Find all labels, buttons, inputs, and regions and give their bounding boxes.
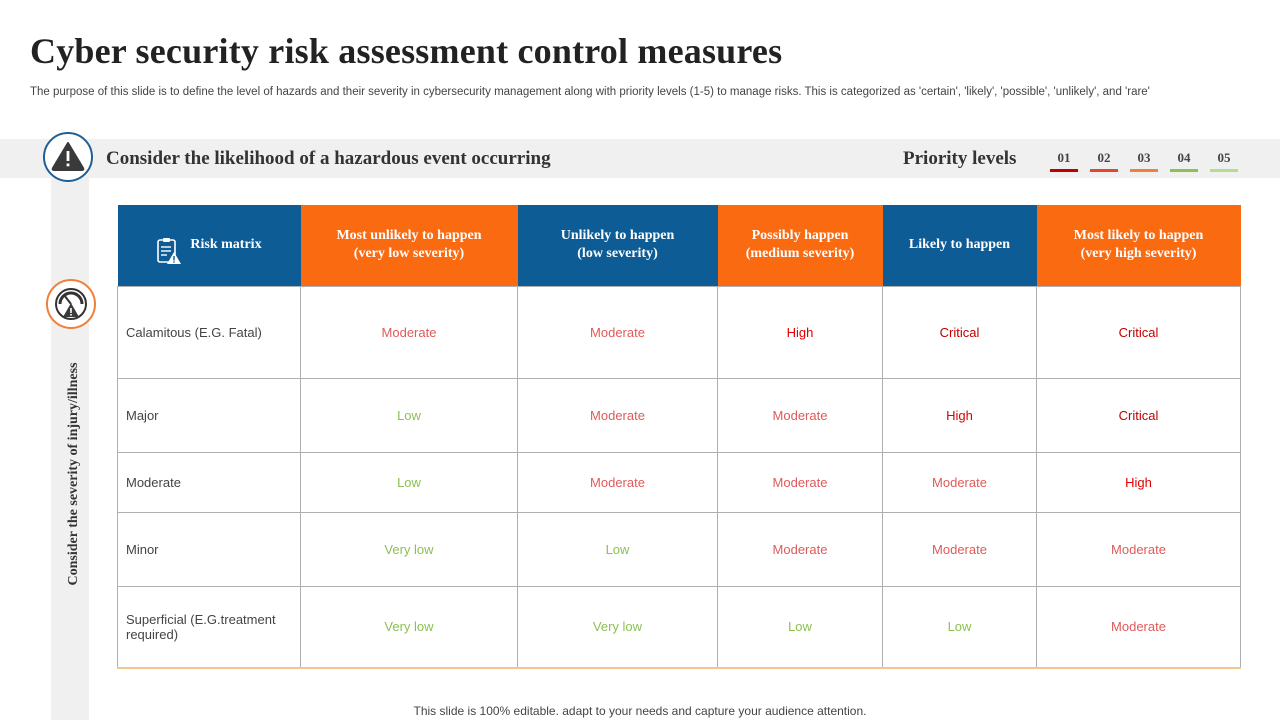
risk-cell: Low: [518, 512, 718, 586]
row-label: Major: [118, 378, 301, 452]
priority-level-03: 03: [1130, 150, 1158, 172]
risk-cell: Moderate: [718, 452, 883, 512]
risk-matrix-header: [118, 205, 301, 286]
column-header-line1: Possibly happen: [751, 228, 849, 244]
row-label: Moderate: [118, 452, 301, 512]
risk-cell: Moderate: [518, 452, 718, 512]
likelihood-label: Consider the likelihood of a hazardous event occurring: [106, 148, 551, 169]
clipboard-warning-icon: [156, 237, 182, 265]
risk-cell: High: [883, 378, 1037, 452]
column-header-unlikely: [518, 205, 718, 286]
column-header-line2: (low severity): [577, 246, 658, 262]
priority-level-01: 01: [1050, 150, 1078, 172]
risk-cell: Moderate: [1037, 512, 1241, 586]
column-header-line2: (very low severity): [353, 246, 465, 262]
footer-note: This slide is 100% editable. adapt to your needs and capture your audience attention.: [413, 704, 867, 718]
risk-cell: Moderate: [301, 286, 518, 378]
column-header-line1: Unlikely to happen: [560, 228, 675, 244]
risk-matrix-table: [117, 205, 1241, 669]
risk-cell: Moderate: [518, 286, 718, 378]
column-header-line1: Most likely to happen: [1073, 228, 1204, 244]
table-row: [118, 452, 1241, 512]
risk-cell: Very low: [301, 586, 518, 668]
priority-levels-label: Priority levels: [903, 148, 1017, 169]
table-row: [118, 512, 1241, 586]
column-header-line1: Likely to happen: [908, 237, 1011, 253]
table-row: [118, 286, 1241, 378]
severity-label: Consider the severity of injury/illness: [66, 362, 81, 586]
risk-cell: Critical: [883, 286, 1037, 378]
risk-cell: Low: [883, 586, 1037, 668]
row-label: Calamitous (E.G. Fatal): [118, 286, 301, 378]
risk-cell: High: [718, 286, 883, 378]
column-header-line2: (medium severity): [745, 246, 855, 262]
priority-level-05: 05: [1210, 150, 1238, 172]
table-row: [118, 378, 1241, 452]
table-row: [118, 586, 1241, 668]
priority-levels: [1050, 150, 1250, 172]
warning-triangle-icon: [45, 134, 91, 180]
page-title: Cyber security risk assessment control measures: [30, 31, 783, 71]
risk-cell: Low: [301, 452, 518, 512]
risk-cell: Moderate: [1037, 586, 1241, 668]
column-header-line1: Most unlikely to happen: [336, 228, 482, 244]
risk-matrix-label: Risk matrix: [190, 237, 262, 253]
risk-cell: Moderate: [718, 378, 883, 452]
risk-cell: Low: [718, 586, 883, 668]
page-subtitle: The purpose of this slide is to define the level of hazards and their severity in cybersecurity management along with priority levels (1-5) to manage risks. This is categorized as 'certain', 'likely', 'possible', 'unlikely', and 'rare': [30, 86, 1150, 98]
risk-cell: Moderate: [883, 452, 1037, 512]
risk-cell: Moderate: [718, 512, 883, 586]
risk-cell: Very low: [301, 512, 518, 586]
matrix-header-row: [118, 205, 1241, 286]
priority-level-02: 02: [1090, 150, 1118, 172]
column-header-line2: (very high severity): [1080, 246, 1197, 262]
risk-cell: Critical: [1037, 286, 1241, 378]
column-header-likely: [883, 205, 1037, 286]
risk-cell: Very low: [518, 586, 718, 668]
warning-circle: [43, 132, 93, 182]
risk-cell: Moderate: [883, 512, 1037, 586]
column-header-most-unlikely: [301, 205, 518, 286]
risk-cell: Low: [301, 378, 518, 452]
risk-cell: High: [1037, 452, 1241, 512]
risk-cell: Moderate: [518, 378, 718, 452]
row-label: Superficial (E.G.treatment required): [118, 586, 301, 668]
severity-gauge-icon: [48, 281, 94, 327]
risk-cell: Critical: [1037, 378, 1241, 452]
column-header-possibly: [718, 205, 883, 286]
gauge-circle: [46, 279, 96, 329]
row-label: Minor: [118, 512, 301, 586]
column-header-most-likely: [1037, 205, 1241, 286]
priority-level-04: 04: [1170, 150, 1198, 172]
